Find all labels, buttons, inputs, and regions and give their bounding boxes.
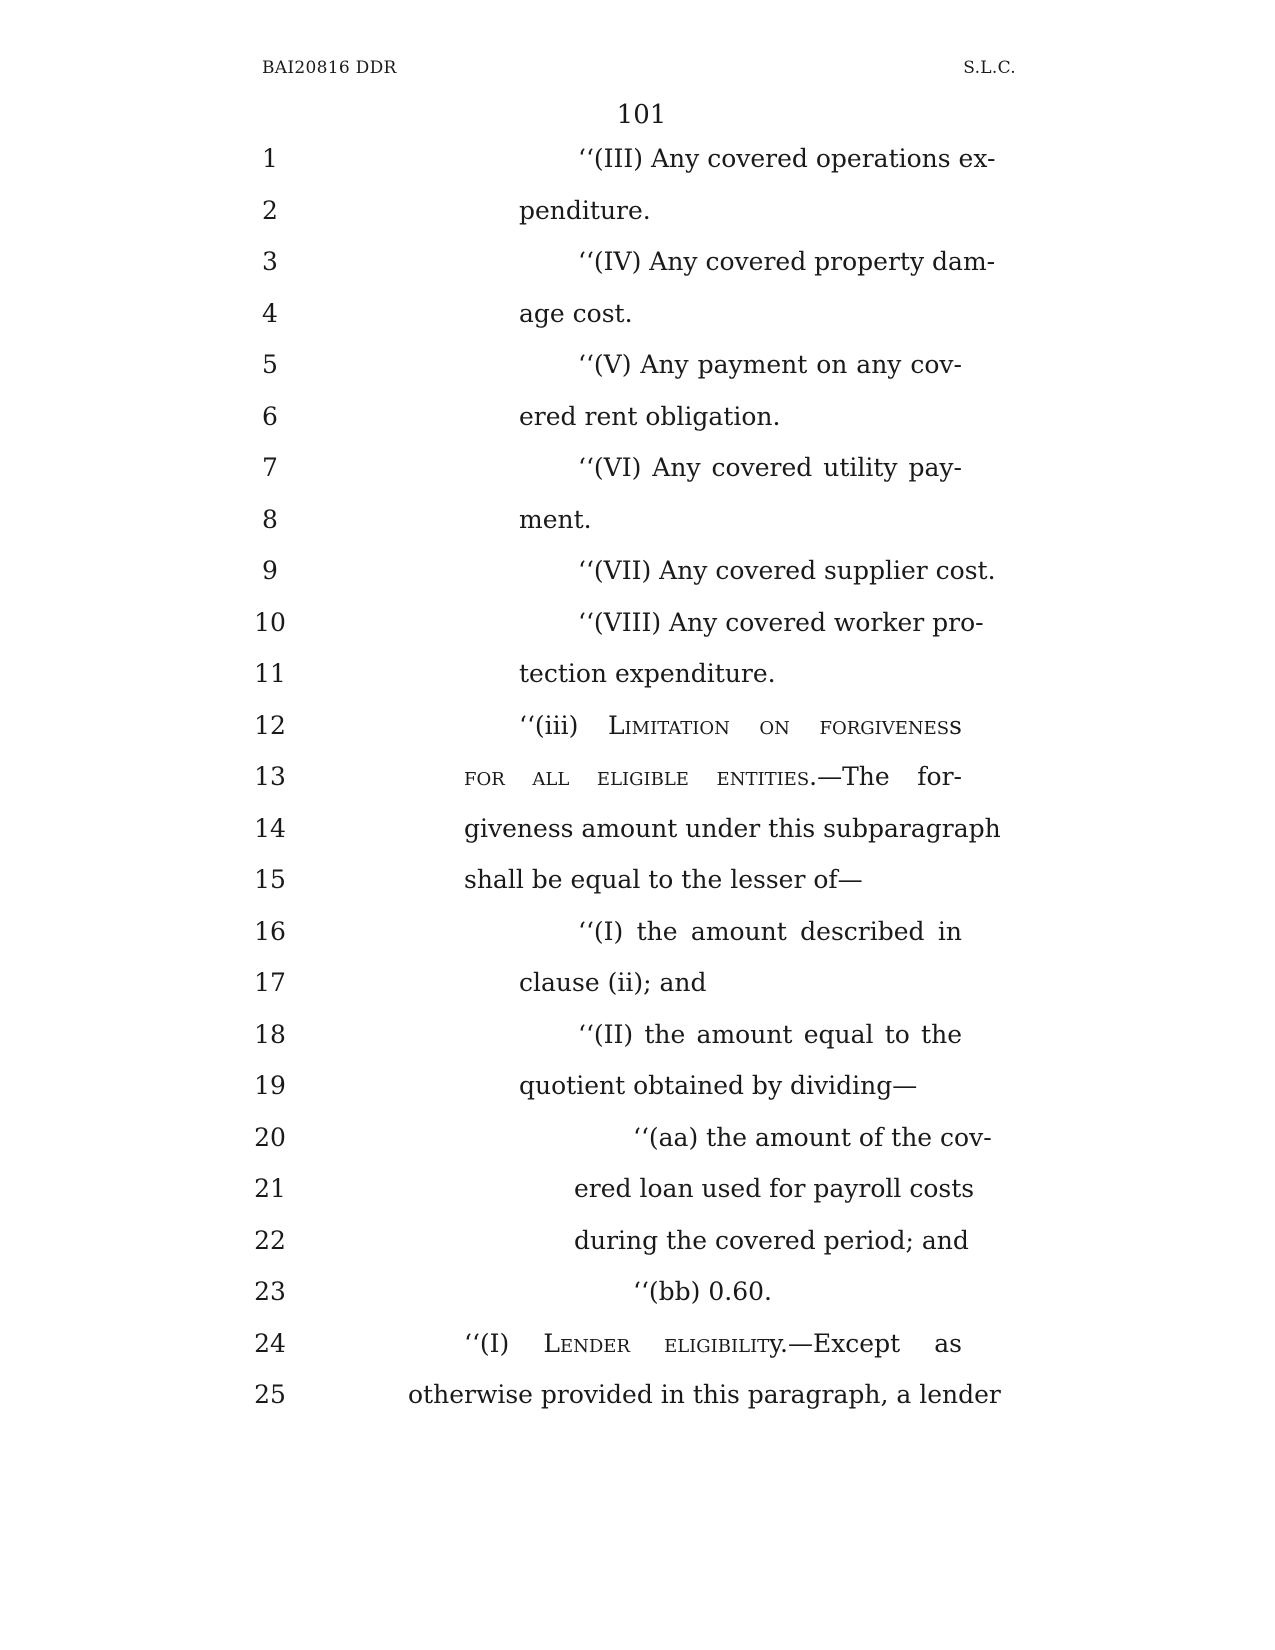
text-line [0, 656, 1275, 692]
line-text: ‘‘(IV) Any covered property dam- [578, 247, 996, 276]
text-line [0, 1223, 1275, 1259]
line-number: 7 [262, 453, 278, 482]
line-number: 19 [254, 1071, 286, 1100]
text-line [0, 965, 1275, 1001]
line-text: ‘‘(VII) Any covered supplier cost. [578, 556, 996, 585]
line-text: penditure. [519, 195, 651, 225]
line-number: 13 [254, 762, 286, 791]
text-line [0, 862, 1275, 898]
line-text: ‘‘(iii) Limitation on forgiveness [519, 710, 962, 740]
line-number: 23 [254, 1277, 286, 1306]
line-number: 25 [254, 1380, 286, 1409]
text-line [0, 193, 1275, 229]
line-number: 12 [254, 710, 286, 740]
line-text: giveness amount under this subparagraph [464, 813, 1001, 843]
small-caps-heading: Limitation on forgivenes [607, 710, 950, 740]
text-line [0, 1377, 1275, 1413]
text-line [0, 759, 1275, 795]
text-line [0, 914, 1275, 950]
text-line [0, 244, 1275, 280]
line-text: ‘‘(I) the amount described in [578, 916, 962, 946]
line-number: 21 [254, 1174, 286, 1203]
line-number: 6 [262, 401, 278, 431]
line-number: 1 [262, 144, 278, 173]
line-number: 16 [254, 916, 286, 946]
text-line [0, 141, 1275, 177]
line-number: 18 [254, 1019, 286, 1049]
text-line [0, 605, 1275, 641]
line-number: 9 [262, 556, 278, 585]
line-text: otherwise provided in this paragraph, a lender [408, 1380, 1001, 1409]
line-number: 24 [254, 1328, 286, 1358]
line-text: ‘‘(V) Any payment on any cov- [578, 350, 962, 379]
text-line [0, 296, 1275, 332]
line-number: 5 [262, 350, 278, 379]
line-text: shall be equal to the lesser of— [464, 865, 863, 894]
text-line [0, 450, 1275, 486]
text-line [0, 811, 1275, 847]
line-text: during the covered period; and [574, 1225, 969, 1255]
line-number: 17 [254, 968, 286, 997]
text-line [0, 1068, 1275, 1104]
line-number: 14 [254, 813, 286, 843]
line-text: quotient obtained by dividing— [519, 1071, 918, 1100]
line-number: 10 [254, 607, 286, 637]
text-line [0, 347, 1275, 383]
line-number: 3 [262, 247, 278, 276]
text-line [0, 1274, 1275, 1310]
line-text: ered loan used for payroll costs [574, 1174, 975, 1203]
line-text: ‘‘(I) Lender eligibility.—Except as [464, 1328, 962, 1358]
small-caps-heading: for all eligible entities [464, 762, 810, 791]
line-text: ‘‘(bb) 0.60. [633, 1277, 772, 1306]
line-number: 22 [254, 1225, 286, 1255]
text-line [0, 1017, 1275, 1053]
text-line [0, 399, 1275, 435]
line-text: age cost. [519, 298, 633, 328]
small-caps-heading: Lender eligibilit [543, 1328, 770, 1358]
line-number: 2 [262, 195, 278, 225]
line-text: ered rent obligation. [519, 401, 781, 431]
line-number: 15 [254, 865, 286, 894]
text-line [0, 1171, 1275, 1207]
text-line [0, 1326, 1275, 1362]
line-text: ‘‘(II) the amount equal to the [578, 1019, 962, 1049]
text-line [0, 1120, 1275, 1156]
line-text: for all eligible entities.—The for- [464, 762, 962, 791]
line-number: 20 [254, 1122, 286, 1152]
line-text: ‘‘(III) Any covered operations ex- [578, 144, 996, 173]
line-number: 11 [254, 659, 286, 688]
line-text: ‘‘(VIII) Any covered worker pro- [578, 607, 984, 637]
document-id: BAI20816 DDR [262, 58, 397, 78]
line-text: clause (ii); and [519, 968, 707, 997]
line-text: ment. [519, 504, 592, 534]
line-text: tection expenditure. [519, 659, 776, 688]
page-number: 101 [616, 100, 667, 130]
text-line [0, 502, 1275, 538]
line-text: ‘‘(VI) Any covered utility pay- [578, 453, 962, 482]
text-line [0, 708, 1275, 744]
text-line [0, 553, 1275, 589]
line-number: 4 [262, 298, 278, 328]
line-text: ‘‘(aa) the amount of the cov- [633, 1122, 992, 1152]
line-number: 8 [262, 504, 278, 534]
document-code: S.L.C. [963, 58, 1016, 78]
